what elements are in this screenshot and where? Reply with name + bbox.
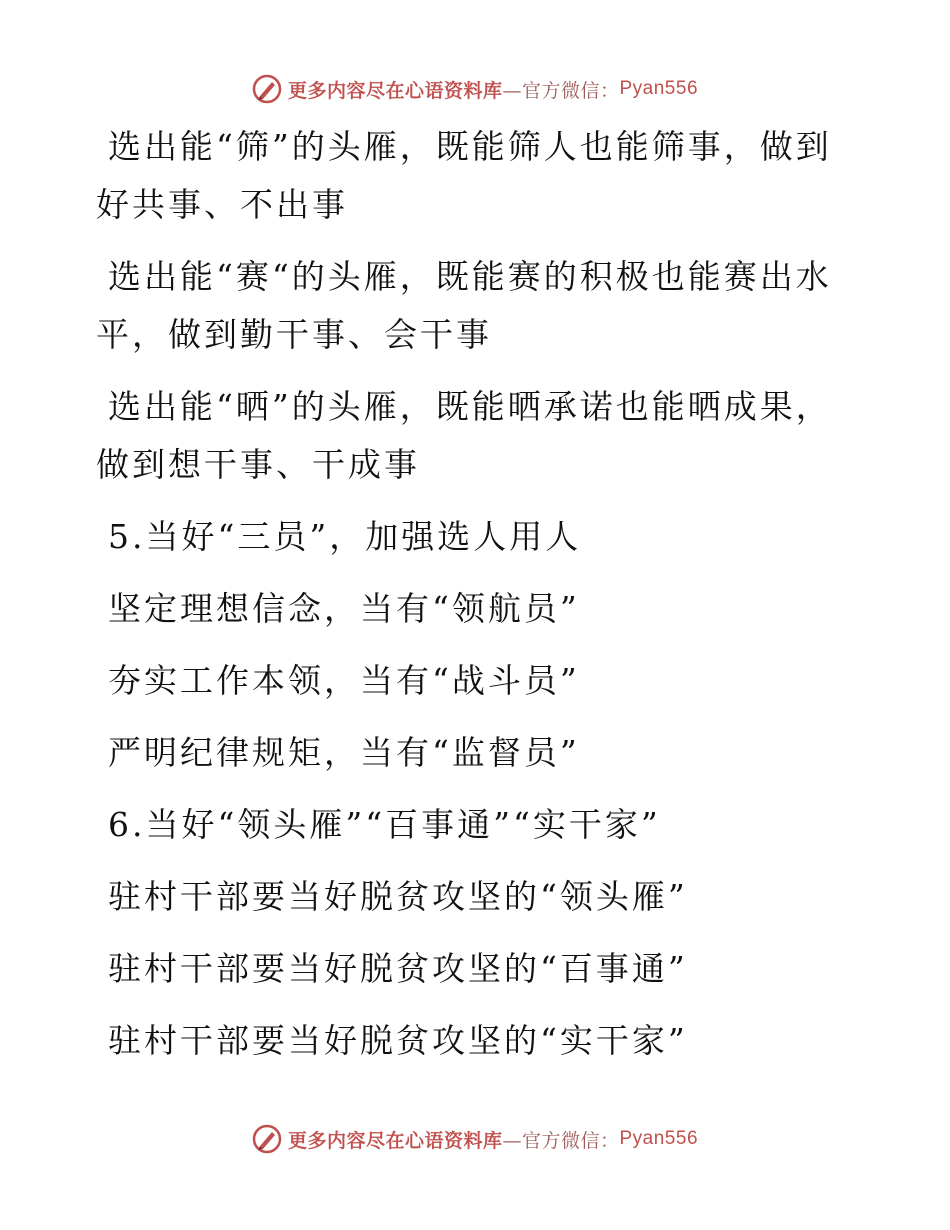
watermark-wechat-id: Pyan556 xyxy=(619,78,699,99)
paragraph-line: 坚定理想信念，当有“领航员” xyxy=(108,589,580,628)
paragraph-line: 驻村干部要当好脱贫攻坚的“百事通” xyxy=(108,949,688,988)
paragraph-line: 做到想干事、干成事 xyxy=(96,445,420,484)
footer-watermark xyxy=(0,1124,950,1154)
paragraph-line: 驻村干部要当好脱贫攻坚的“实干家” xyxy=(108,1021,688,1060)
watermark-separator-text: —官方微信： xyxy=(502,1129,620,1152)
watermark-main-text: 更多内容尽在心语资料库 xyxy=(287,79,503,102)
paragraph-line: 选出能“晒”的头雁，既能晒承诺也能晒成果， xyxy=(108,387,832,426)
section-heading: 6.当好“领头雁”“百事通”“实干家” xyxy=(108,805,661,844)
header-watermark xyxy=(0,74,950,104)
paragraph-line: 好共事、不出事 xyxy=(96,185,348,224)
paragraph-line: 严明纪律规矩，当有“监督员” xyxy=(108,733,580,772)
document-body xyxy=(96,118,856,1070)
pen-logo-icon xyxy=(252,74,282,104)
paragraph-line: 驻村干部要当好脱贫攻坚的“领头雁” xyxy=(108,877,688,916)
paragraph-line: 选出能“赛“的头雁，既能赛的积极也能赛出水 xyxy=(108,257,832,296)
watermark-separator-text: —官方微信： xyxy=(502,79,620,102)
paragraph-line: 选出能“筛”的头雁，既能筛人也能筛事，做到 xyxy=(108,127,832,166)
pen-logo-icon xyxy=(252,1124,282,1154)
watermark-wechat-id: Pyan556 xyxy=(619,1128,699,1149)
watermark-main-text: 更多内容尽在心语资料库 xyxy=(287,1129,503,1152)
paragraph-line: 夯实工作本领，当有“战斗员” xyxy=(108,661,580,700)
paragraph-line: 平，做到勤干事、会干事 xyxy=(96,315,492,354)
section-heading: 5.当好“三员”，加强选人用人 xyxy=(108,517,582,556)
